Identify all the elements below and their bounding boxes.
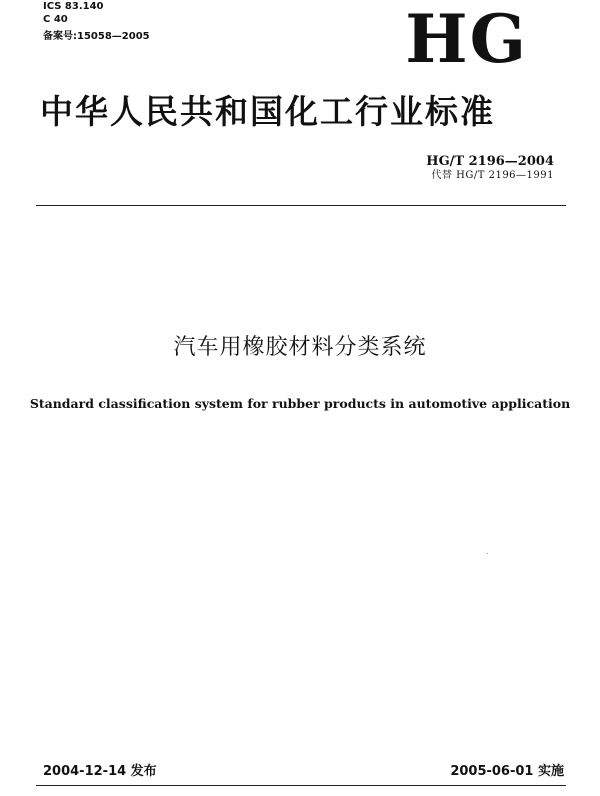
ccs-code: C 40 [43, 14, 68, 25]
issue-date: 2004-12-14 发布 [43, 764, 157, 779]
hg-logo: HG [405, 0, 528, 78]
standard-number-block [426, 154, 554, 182]
document-title-en: Standard classification system for rubber products in automotive application [29, 396, 571, 411]
document-title-zh: 汽车用橡胶材料分类系统 [173, 335, 427, 360]
implementation-date: 2005-06-01 实施 [450, 764, 564, 779]
footer-divider [36, 785, 566, 786]
organization-title: 中华人民共和国化工行业标准 [40, 92, 495, 131]
replaces-standard: 代替 HG/T 2196—1991 [431, 170, 554, 181]
filing-number: 备案号:15058—2005 [43, 31, 150, 42]
scan-speck [487, 553, 488, 554]
ics-code: ICS 83.140 [43, 1, 104, 12]
standard-number: HG/T 2196—2004 [426, 154, 554, 169]
header-divider [36, 205, 566, 206]
